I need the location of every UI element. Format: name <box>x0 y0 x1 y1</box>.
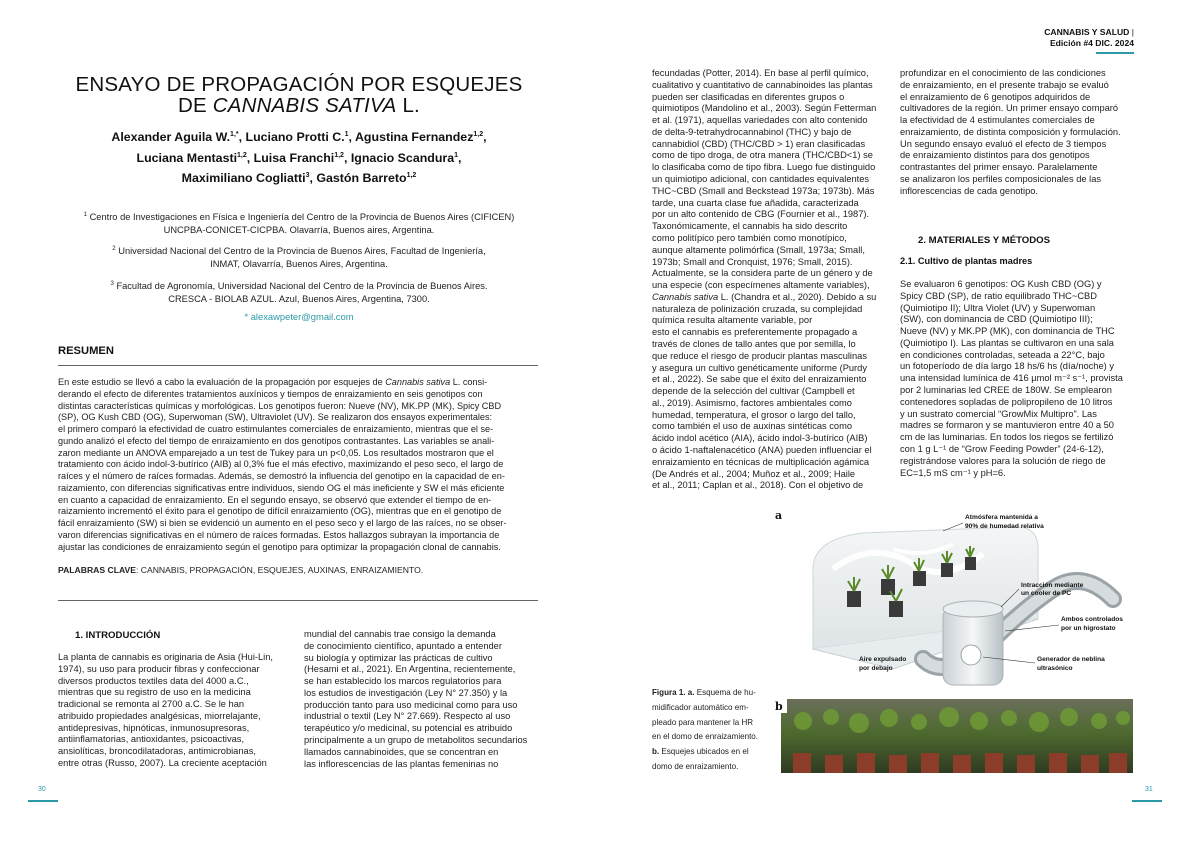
pot <box>881 579 895 595</box>
methods-body: Se evaluaron 6 genotipos: OG Kush CBD (OG) y Spicy CBD (SP), de ratio equilibrado THC~CBD (Quimiotipo II); Ultra Violet (UV) y Superwoman (SW), con dominancia de CBD (Quimiotipo III); Nueve (NV) y MK.PP (MK), con dominancia de THC (Quimiotipo I). Las plantas se cultivaron en una sala en condiciones controladas, seteada a 22°C, bajo un fotoperíodo de día largo 18 hs/6 hs (día/noche) y una intensidad lumínica de 416 µmol m⁻² s⁻¹, provista por 2 luminarias led CREE de 180W. Se emplearon contenedores sopladas de polipropileno de 10 litros y un sustrato comercial “GrowMix Multipro”. Las madres se formaron y se mantuvieron entre 40 a 50 cm de las luminarias. En todos los riegos se fertilizó con 1 g L⁻¹ de “Grow Feeding Powder” (24-6-12), registrándose valores para la solución de riego de EC=1,5 mS cm⁻¹ y pH=6. <box>900 279 1123 478</box>
annotation-intake: Intracción mediante <box>1021 582 1084 589</box>
corresponding-email[interactable]: * alexawpeter@gmail.com <box>244 311 354 322</box>
panel-a-label: a <box>775 509 783 522</box>
svg-text:90% de humedad relativa: 90% de humedad relativa <box>965 523 1044 530</box>
pot <box>889 601 903 617</box>
figure-1 <box>773 509 1133 773</box>
intro-heading: 1. INTRODUCCIÓN <box>75 630 161 641</box>
pot <box>965 557 976 570</box>
svg-text:un cooler de PC: un cooler de PC <box>1021 590 1072 597</box>
right-page <box>595 0 1190 841</box>
resumen-heading: RESUMEN <box>58 345 114 357</box>
methods-subheading: 2.1. Cultivo de plantas madres <box>900 256 1033 266</box>
pot <box>941 563 953 577</box>
body-column-1: fecundadas (Potter, 2014). En base al perfil químico, cualitativo y cuantitativo de cannabinoides las plantas pueden ser clasificadas en diferentes grupos o quimiotipos (Mandolino et al., 2003). Según Fetterman et al. (1971), aquellas variedades con alto contenido de delta-9-tetrahydrocannabinol (THC) y bajo de cannabidiol (CBD) (THC/CBD > 1) eran clasificadas como de tipo droga, de otra manera (THC/CBD<1) se lo clasificaba como de tipo fibra. Luego fue distinguido un quimiotipo adicional, con cantidades equivalentes THC~CBD (Small and Beckstead 1973a; 1973b). Más tarde, una cuarta clase fue añadida, caracterizada por un alto contenido de CBG (Fournier et al., 1987). Taxonómicamente, el cannabis ha sido descrito como politípico pero también como monotípico, aunque altamente polimórfica (Small, 1973a; Small, 1973b; Small and Cronquist, 1976; Small, 2015). Actualmente, se la considera parte de un género y de una especie (con especímenes altamente variables), Cannabis sativa L. (Chandra et al., 2020). Debido a su naturaleza de polinización cruzada, su complejidad química resulta altamente variable, por esto el cannabis es preferentemente propagado a través de clones de tallo antes que por semilla, lo que reduce el riesgo de producir plantas masculinas y asegura un cultivo genéticamente uniforme (Purdy et al., 2022). Se sabe que el éxito del enraizamiento depende de la selección del cultivar (Campbell et al., 2019). Asimismo, factores ambientales como humedad, temperatura, el grosor o largo del tallo, como también el uso de auxinas sintéticas como ácido indol acético (AIA), ácido indol-3-butírico (AIB) o ácido 1-naftalenacético (ANA) pueden influenciar el enraizamiento en técnicas de multiplicación agámica (De Andrés et al., 2004; Muñoz et al., 2009; Haile et al., 2011; Caplan et al., 2018). Con el objetivo de <box>652 68 886 492</box>
accent-bar <box>1132 800 1162 802</box>
svg-text:ultrasónico: ultrasónico <box>1037 665 1073 672</box>
svg-text:por debajo: por debajo <box>859 665 893 672</box>
body-column-2: profundizar en el conocimiento de las condiciones de enraizamiento, en el presente trabajo se evaluó el enraizamiento de 6 genotipos adquiridos de cultivadores de la región. Un primer ensayo comparó la efectividad de 4 estimulantes comerciales de enraizamiento, de distinta composición y formulación. Un segundo ensayo evaluó el efecto de 3 tiempos de enraizamiento distintos para dos genotipos contrastantes del primer ensayo. Paralelamente se analizaron los perfiles composicionales de las inflorescencias de cada genotipo. <box>900 68 1121 196</box>
divider <box>58 365 538 366</box>
author-line: Luciana Mentasti$^{1,2}$, Luisa Franchi$^{1,2}$, Ignacio Scandura$^1$, <box>136 150 462 165</box>
affiliation-1: $^1$ Centro de Investigaciones en Física e Ingeniería del Centro de la Provincia de Buenos Aires (CIFICEN) UNCPBA-CONICET-CICPBA. Olavarría, Buenos aires, Argentina. <box>83 212 515 235</box>
page-number: 31 <box>1145 786 1153 793</box>
abstract-body: En este estudio se llevó a cabo la evaluación de la propagación por esquejes de Cannabis sativa L. consi- derando el efecto de diferentes tratamientos auxínicos y tiempos de enraizamiento en seis genotipos con distintas características químicas y morfológicas. Los genotipos fueron: Nueve (NV), MK.PP (MK), Spicy CBD (SP), OG Kush CBD (OG), Superwoman (SW), Ultraviolet (UV). Se realizaron dos ensayos experimentales: el primero comparó la efectividad de cuatro estimulantes comerciales de enraizamiento, mientras que el se- gundo analizó el efecto del tiempo de enraizamiento en dos genotipos contrastantes. Las variables se anali- zaron mediante un ANOVA emparejado a un test de Tukey para un p<0,05. Los resultados mostraron que el tratamiento con ácido indol-3-butírico (AIB) al 0,3% fue el más efectivo, maximizando el peso seco, el largo de raíces y el número de raíces formadas. Además, se demostró la influencia del genotipo en la capacidad de en- raizamiento, con diferencias significativas entre individuos, siendo OG el más ineficiente y SW el más eficiente en cuanto a capacidad de enraizamiento. En el segundo ensayo, se observó que extender el tiempo de en- raizamiento incrementó el éxito para el genotipo de difícil enraizamiento (OG), mientras que en el genotipo de fácil enraizamiento (SW) si bien se evidenció un aumento en el peso seco y el largo de las raíces, no se obser- varon diferencias significativas en el número de raíces formadas. Estos hallazgos subrayan la importancia de ajustar las condiciones de enraizamiento según el genotipo para optimizar la propagación clonal de cannabis. <box>58 377 538 553</box>
tub-lid <box>943 601 1003 617</box>
svg-text:por un higrostato: por un higrostato <box>1061 625 1116 632</box>
abstract-line-0: En este estudio se llevó a cabo la evaluación de la propagación por esquejes de Cannabis sativa L. consi- <box>58 377 488 387</box>
body-line-italic: Cannabis sativa L. (Chandra et al., 2020). Debido a su <box>652 291 877 302</box>
page-number: 30 <box>38 786 46 793</box>
author-line: Alexander Aguila W.$^{1,*}$, Luciano Protti C.$^1$, Agustina Fernandez$^{1,2}$, <box>111 130 487 145</box>
humidifier-diagram <box>773 509 1133 773</box>
author-line: Maximiliano Cogliatti$^3$, Gastón Barreto$^{1,2}$ <box>181 171 417 186</box>
annotation-control: Ambos controlados <box>1061 616 1123 623</box>
annotation-atmosphere: Atmósfera mantenida a <box>965 514 1038 521</box>
divider <box>58 600 538 601</box>
running-header: CANNABIS Y SALUD | Edición #4 DIC. 2024 <box>1044 27 1134 49</box>
annotation-exhaust: Aire expulsado <box>859 656 907 663</box>
affiliation-2: $^2$ Universidad Nacional del Centro de la Provincia de Buenos Aires, Facultad de Ingeniería, INMAT, Olavarría, Buenos Aires, Argentina. <box>112 246 486 269</box>
intro-column-2: mundial del cannabis trae consigo la demanda de conocimiento científico, apuntado a entender su biología y optimizar las prácticas de cultivo (Hesami et al., 2021). En Argentina, recientemente, se han establecido los marcos regulatorios para los estudios de investigación (Ley N° 27.350) y la producción tanto para uso medicinal como para uso industrial o textil (Ley N° 27.669). Respecto al uso terapéutico y/o medicinal, su potencial es atribuido principalmente a un grupo de metabolitos secundarios llamados cannabinoides, que se concentran en las inflorescencias de las plantas femeninas no <box>304 629 528 769</box>
panel-b-label: b <box>775 700 783 713</box>
article-title <box>60 74 538 116</box>
affiliation-3: $^3$ Facultad de Agronomía, Universidad Nacional del Centro de la Provincia de Buenos Aires. CRESCA - BIOLAB AZUL. Azul, Buenos Aires, Argentina, 7300. <box>110 281 488 304</box>
header-accent-bar <box>1096 52 1134 54</box>
title-line-1: ENSAYO DE PROPAGACIÓN POR ESQUEJES <box>75 73 523 96</box>
keywords: PALABRAS CLAVE: CANNABIS, PROPAGACIÓN, ESQUEJES, AUXINAS, ENRAIZAMIENTO. <box>58 565 424 575</box>
figure-caption: Figura 1. a. Esquema de hu- midificador automático em- pleado para mantener la HR en el domo de enraizamiento. b. Esquejes ubicados en el domo de enraizamiento. <box>652 688 759 771</box>
mist-generator <box>961 645 981 665</box>
pot <box>913 571 926 586</box>
methods-heading: 2. MATERIALES Y MÉTODOS <box>918 235 1051 246</box>
author-list <box>60 126 538 188</box>
intro-column-1: La planta de cannabis es originaria de Asia (Hui-Lin, 1974), su uso para producir fibras y confeccionar diversos productos textiles data del 4000 a.C., mientras que su registro de uso en la medicina tradicional se remonta al 2700 a.C. Se le han atribuido propiedades analgésicas, miorrelajante, antidepresivas, hipnóticas, inmunosupresoras, antiinflamatorias, antioxidantes, psicoactivas, ansiolíticas, broncodilatadoras, antimicrobianas, entre otras (Russo, 2007). La creciente aceptación <box>58 652 273 769</box>
annotation-generator: Generador de neblina <box>1037 656 1105 663</box>
accent-bar <box>28 800 58 802</box>
title-line-2: DE CANNABIS SATIVA L. <box>178 94 420 117</box>
pot <box>847 591 861 607</box>
